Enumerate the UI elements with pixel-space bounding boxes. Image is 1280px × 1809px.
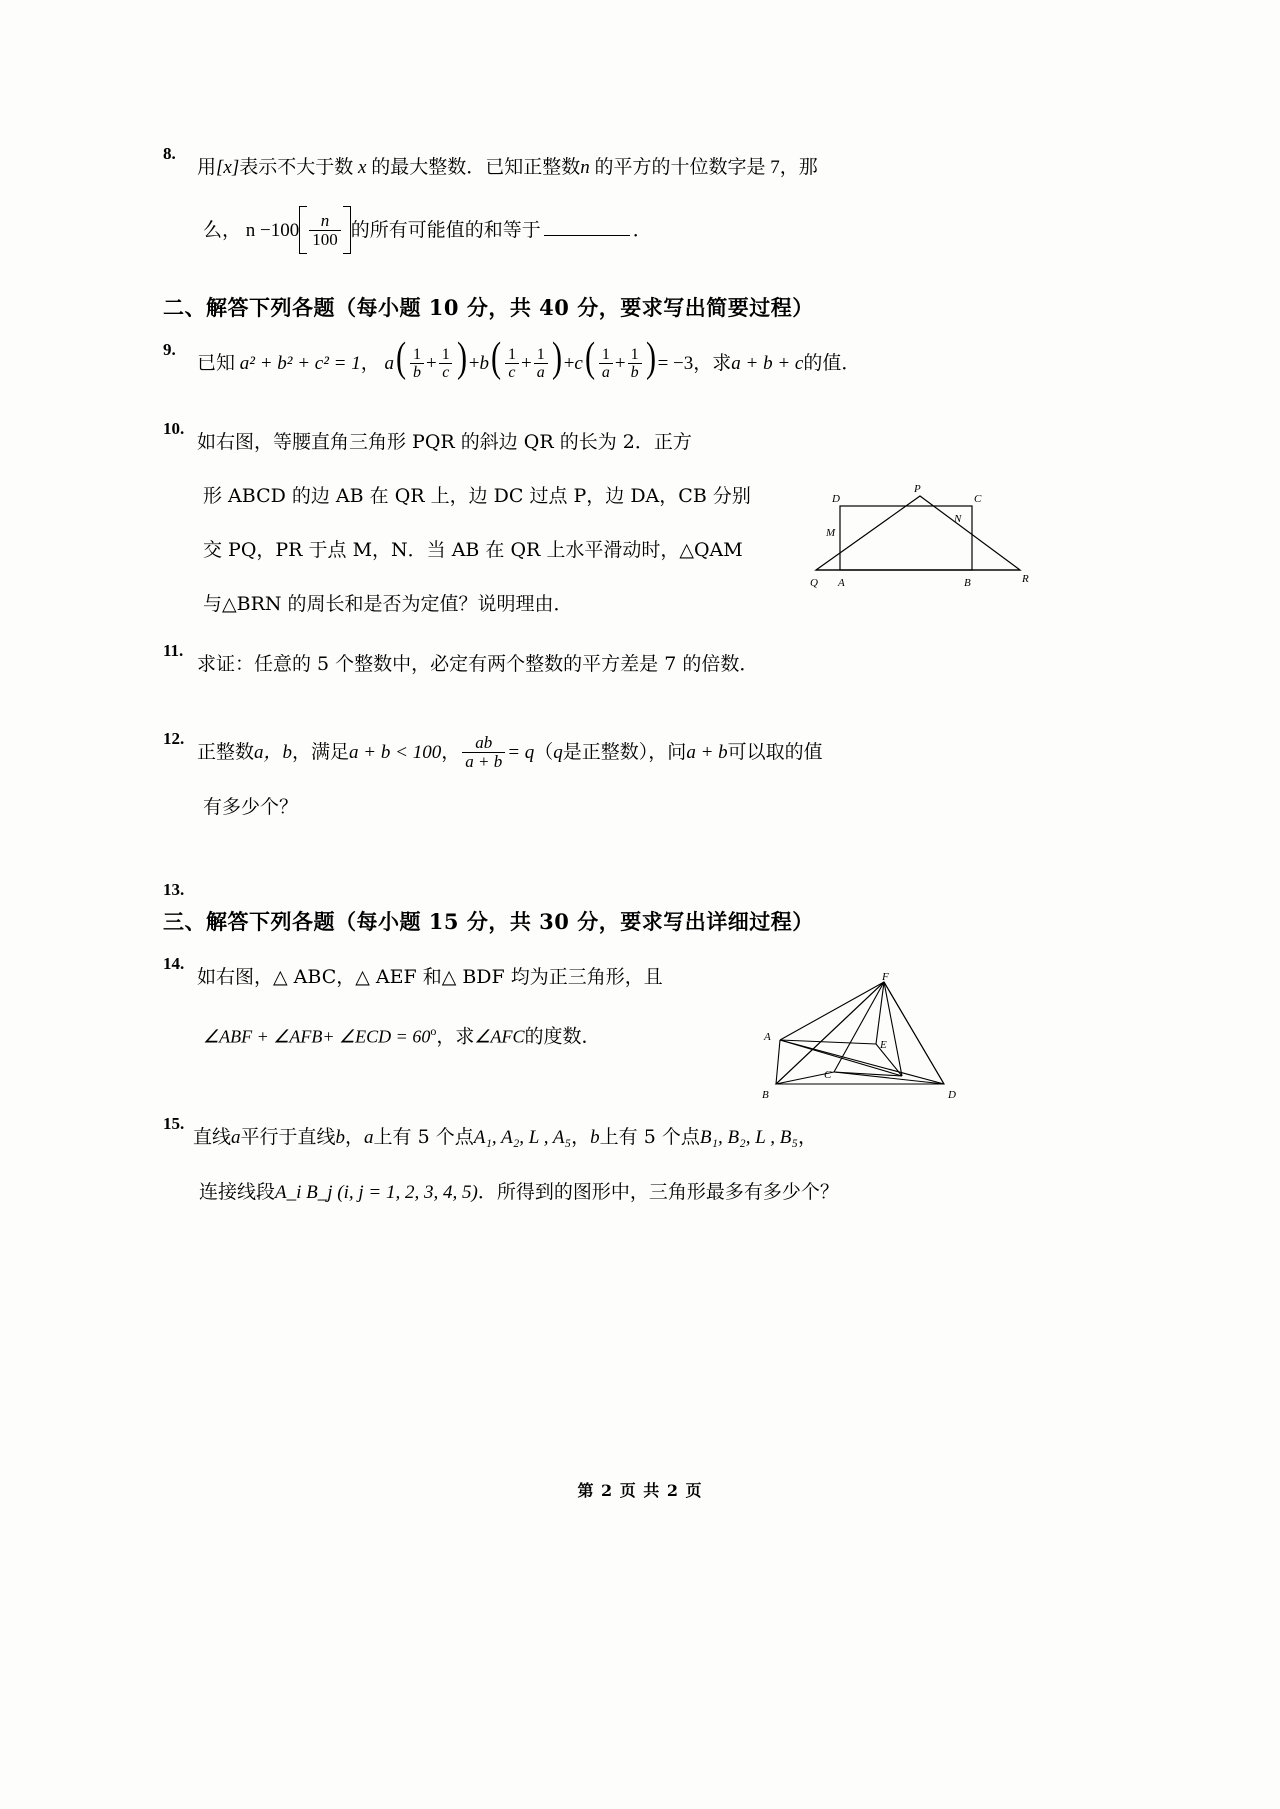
problem-8 [163,140,1123,258]
p9-coef-b: b [479,353,489,374]
p9-coef-c: c [574,353,583,374]
p9-frac-1c: $\frac{1}{c}$ [439,346,453,382]
p14-target-angle: ∠AFC [474,1026,525,1047]
section-2-label: 二、 [163,295,206,320]
problem-15-body [193,1110,1123,1220]
problem-10-number: 10. [163,419,185,438]
label-B: B [964,577,971,589]
problem-14-number: 14. [163,954,185,973]
p8-expr-n100: n −100 [245,220,300,241]
p8-var-n: n [580,157,590,178]
page-footer: 第 2 页 共 2 页 [577,1481,703,1500]
problem-10-line-4: 与△BRN 的周长和是否为定值？说明理由． [203,593,573,615]
label-N: N [954,513,962,525]
problem-9-number: 9. [163,340,176,359]
label-C: C [974,493,982,505]
section-3-label: 三、 [163,909,206,934]
p15-text-e: 连接线段 [199,1181,276,1204]
problem-12-number: 12. [163,729,185,748]
p15-text-c: 上有 5 个点 [373,1126,474,1149]
p9-plus-1: + [426,353,437,374]
p12-condition: a + b < 100 [349,742,442,763]
label-D: D [948,1089,956,1101]
problem-11-text: 求证：任意的 5 个整数中，必定有两个整数的平方差是 7 的倍数． [197,653,759,675]
p15-text-a: 直线 [193,1126,232,1149]
p9-prefix: 已知 [197,352,236,374]
problem-10-line-3: 交 PQ，PR 于点 M，N．当 AB 在 QR 上水平滑动时，△QAM [203,539,743,561]
problem-14-line-2 [197,1004,797,1064]
problem-8-body [197,140,1123,258]
p9-plus-3: + [520,353,532,374]
problem-15-line-2 [193,1165,1123,1220]
problem-15-line-1 [193,1110,1123,1165]
label-A: A [838,577,845,589]
p8-text-e: ，那 [779,156,818,178]
problem-14-line-1: 如右图，△ ABC，△ AEF 和△ BDF 均为正三角形，且 [197,966,663,988]
problem-11 [163,637,1123,691]
p8-text-b: 表示不大于数 [239,156,354,178]
p9-comma-2: ， [693,352,713,374]
problem-8-line-1 [197,140,1123,195]
problem-11-number: 11. [163,641,184,660]
p8-text-c: 的最大整数．已知正整数 [371,156,581,178]
problem-10-line-2: 形 ABCD 的边 AB 在 QR 上，边 DC 过点 P，边 DA，CB 分别 [203,485,751,507]
label-C: C [824,1069,832,1081]
label-R: R [1022,573,1029,585]
p9-plus-4: + [563,353,575,374]
label-Q: Q [810,577,818,589]
p12-paren-open: （ [534,741,554,763]
p8-period: ． [632,219,652,241]
p14-angle-sum: ∠ABF + ∠AFB+ ∠ECD = 60 [203,1026,431,1047]
figure-problem-10 [808,478,1058,590]
label-E: E [880,1039,887,1051]
p12-text-c: 是正整数），问 [562,741,687,763]
p9-frac-1b: $\frac{1}{b}$ [410,346,424,382]
section-2-detail: （每小题 10 分，共 40 分，要求写出简要过程） [335,295,814,320]
p8-frac-denominator: 100 [309,230,341,249]
problem-8-number: 8. [163,144,176,163]
problem-14-body [197,950,797,1064]
p9-frac-1a2: $\frac{1}{a}$ [599,346,613,382]
p15-comma-3: ， [797,1126,817,1149]
label-B: B [762,1089,769,1101]
problem-9 [163,336,1123,391]
p12-frac-numerator: ab [475,732,493,752]
p9-comma-1: ， [360,352,380,374]
p8-bracket-x: [x] [216,157,240,178]
p9-target-expr: a + b + c [731,353,804,374]
label-A: A [764,1031,771,1043]
p8-var-x: x [358,157,367,178]
p9-plus-2: + [468,353,480,374]
p15-points-b: B₁, B₂, L , B₅ [699,1127,798,1149]
floor-bracket-left [299,206,307,254]
section-2-title: 解答下列各题 [206,295,335,320]
p8-fraction [309,212,341,250]
problem-12-body [197,725,1123,834]
p8-digit-7: 7 [770,157,780,178]
problem-15 [163,1110,1123,1220]
p12-text-a: 正整数 [197,741,255,763]
p15-line-a2: a [364,1127,374,1149]
p8-text-f: 么， [203,219,242,241]
problem-11-body [197,637,1123,691]
answer-blank-8[interactable] [544,220,630,236]
p9-plus-5: + [614,353,626,374]
p14-degree-symbol: o [430,1024,437,1038]
p15-points-a: A₁, A₂, L , A₅ [473,1127,572,1149]
problem-12-line-1 [197,725,1123,780]
p8-frac-numerator: n [320,210,330,230]
p15-comma-1: ， [345,1126,365,1149]
p8-text-d: 的平方的十位数字是 [594,156,766,178]
problem-8-line-2 [197,203,1123,258]
section-heading-2 [163,292,1123,322]
p9-ask: 求 [712,352,732,374]
problem-12-line-2: 有多少个？ [203,796,299,818]
p15-comma-2: ， [571,1126,591,1149]
p9-equation-1: a² + b² + c² = 1 [239,353,361,374]
p12-comma: ， [441,741,461,763]
label-M: M [826,527,836,539]
problem-10-line-1: 如右图，等腰直角三角形 PQR 的斜边 QR 的长为 2．正方 [197,431,692,453]
problem-9-line-1: 已知 a² + b² + c² = 1， a( $\frac{1}{b}$ + $\frac{1}{c}$ ) +b( $\frac{1}{c}$ + $\frac{1}{a}$ ) +c( $\frac{1}{a}$ + $\frac{1}{b}$ ) = −3，求a + b + c的值． [197,335,861,382]
p9-frac-1a: $\frac{1}{a}$ [534,346,548,382]
p9-equals: = −3 [657,353,694,374]
problem-13 [163,876,1123,900]
label-D: D [832,493,840,505]
p12-var-q: q [553,742,563,763]
p12-expr-ab: a + b [686,742,728,763]
p8-text-g: 的所有可能值的和等于 [350,219,541,241]
p12-equals-q: = q [507,742,535,763]
floor-bracket-right [343,206,351,254]
p15-text-d: 上有 5 个点 [599,1126,700,1149]
section-3-title: 解答下列各题 [206,909,335,934]
p14-text-b: ，求 [436,1025,475,1048]
label-F: F [882,971,889,983]
p9-frac-1b2: $\frac{1}{b}$ [628,346,642,382]
p15-text-b: 平行于直线 [240,1126,336,1149]
p15-text-f: ．所得到的图形中，三角形最多有多少个？ [477,1181,839,1204]
problem-15-number: 15. [163,1114,185,1134]
p12-vars-ab: a，b [254,742,293,763]
p12-frac-denominator: a + b [462,752,505,771]
p12-text-d: 可以取的值 [727,741,823,763]
p12-text-b: ，满足 [292,741,350,763]
problem-13-number: 13. [163,880,185,899]
p9-frac-1c2: $\frac{1}{c}$ [505,346,519,382]
section-3-detail: （每小题 15 分，共 30 分，要求写出详细过程） [335,909,814,934]
p15-line-b: b [335,1127,346,1149]
p12-fraction [462,734,505,772]
p15-line-b2: b [590,1127,600,1149]
p14-text-c: 的度数． [524,1025,601,1048]
p8-text-a: 用 [197,156,217,178]
section-heading-3 [163,906,1123,936]
p15-segment-expr: A_i B_j (i, j = 1, 2, 3, 4, 5) [275,1182,478,1204]
p9-suffix: 的值． [803,352,861,374]
p9-coef-a: a [384,353,395,374]
problem-10-body [197,415,857,631]
label-P: P [914,483,921,495]
problem-9-body [197,336,1123,391]
figure-problem-14 [752,972,1002,1104]
problem-12 [163,725,1123,834]
p15-line-a: a [231,1127,241,1149]
